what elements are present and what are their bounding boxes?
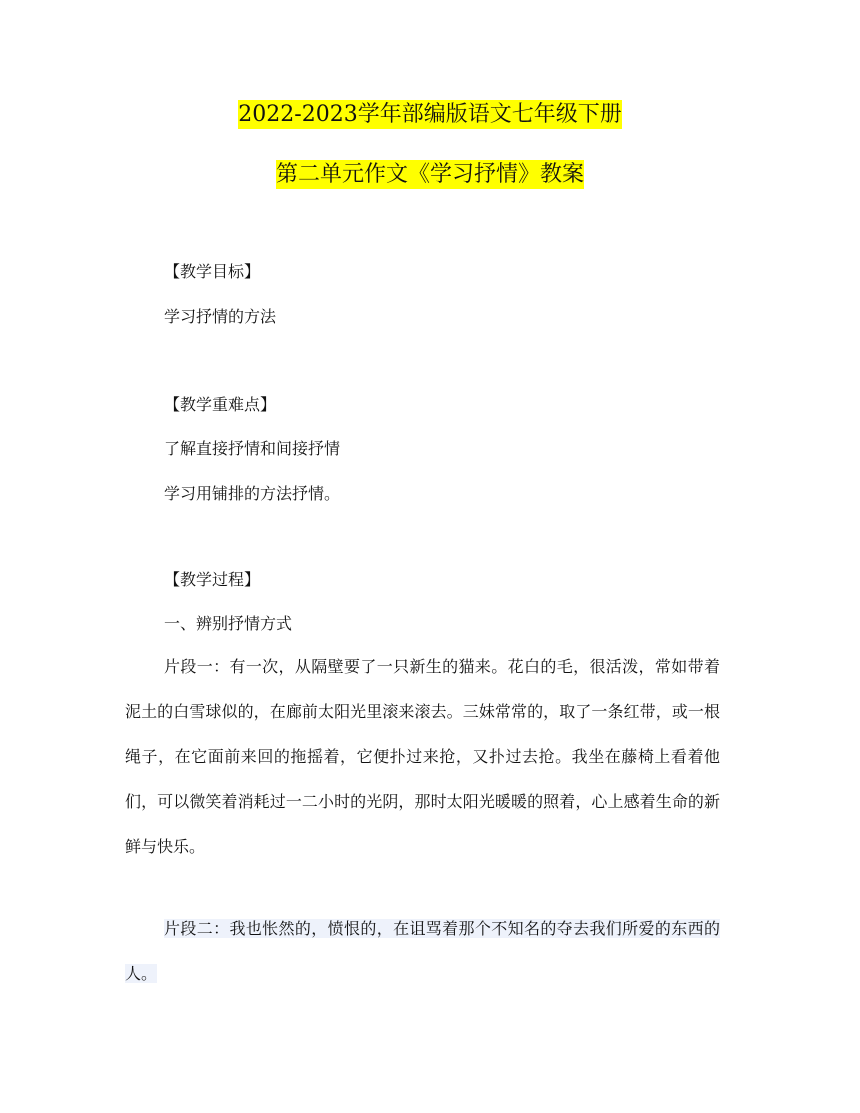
- process-step-1: 一、辨别抒情方式: [164, 614, 293, 633]
- title-highlight: 第二单元作文《学习抒情》教案: [275, 162, 584, 187]
- goal-heading: 【教学目标】: [164, 262, 261, 281]
- excerpt-2-text: 片段二：我也怅然的，愤恨的，在诅骂着那个不知名的夺去我们所爱的东西的人。: [125, 919, 720, 983]
- goal-text: 学习抒情的方法: [164, 307, 277, 326]
- excerpt-1-paragraph: 片段一：有一次，从隔壁要了一只新生的猫来。花白的毛，很活泼，常如带着泥土的白雪球似的，在廊前太阳光里滚来滚去。三妹常常的，取了一条红带，或一根绳子，在它面前来回的拖摇着，它便扑过来抢，又扑过去抢。我坐在藤椅上看着他们，可以微笑着消耗过一二小时的光阴，那时太阳光暖暖的照着，心上感着生命的新鲜与快乐。: [125, 657, 720, 856]
- document-title-line-1: [0, 100, 860, 130]
- excerpt-2-paragraph: [125, 906, 720, 996]
- key-heading: 【教学重难点】: [164, 395, 277, 414]
- key-text-1: 了解直接抒情和间接抒情: [164, 439, 341, 458]
- process-heading: 【教学过程】: [164, 570, 261, 589]
- key-text-2: 学习用铺排的方法抒情。: [164, 484, 341, 503]
- title-highlight: 2022-2023学年部编版语文七年级下册: [238, 102, 622, 127]
- document-title-line-2: [0, 160, 860, 190]
